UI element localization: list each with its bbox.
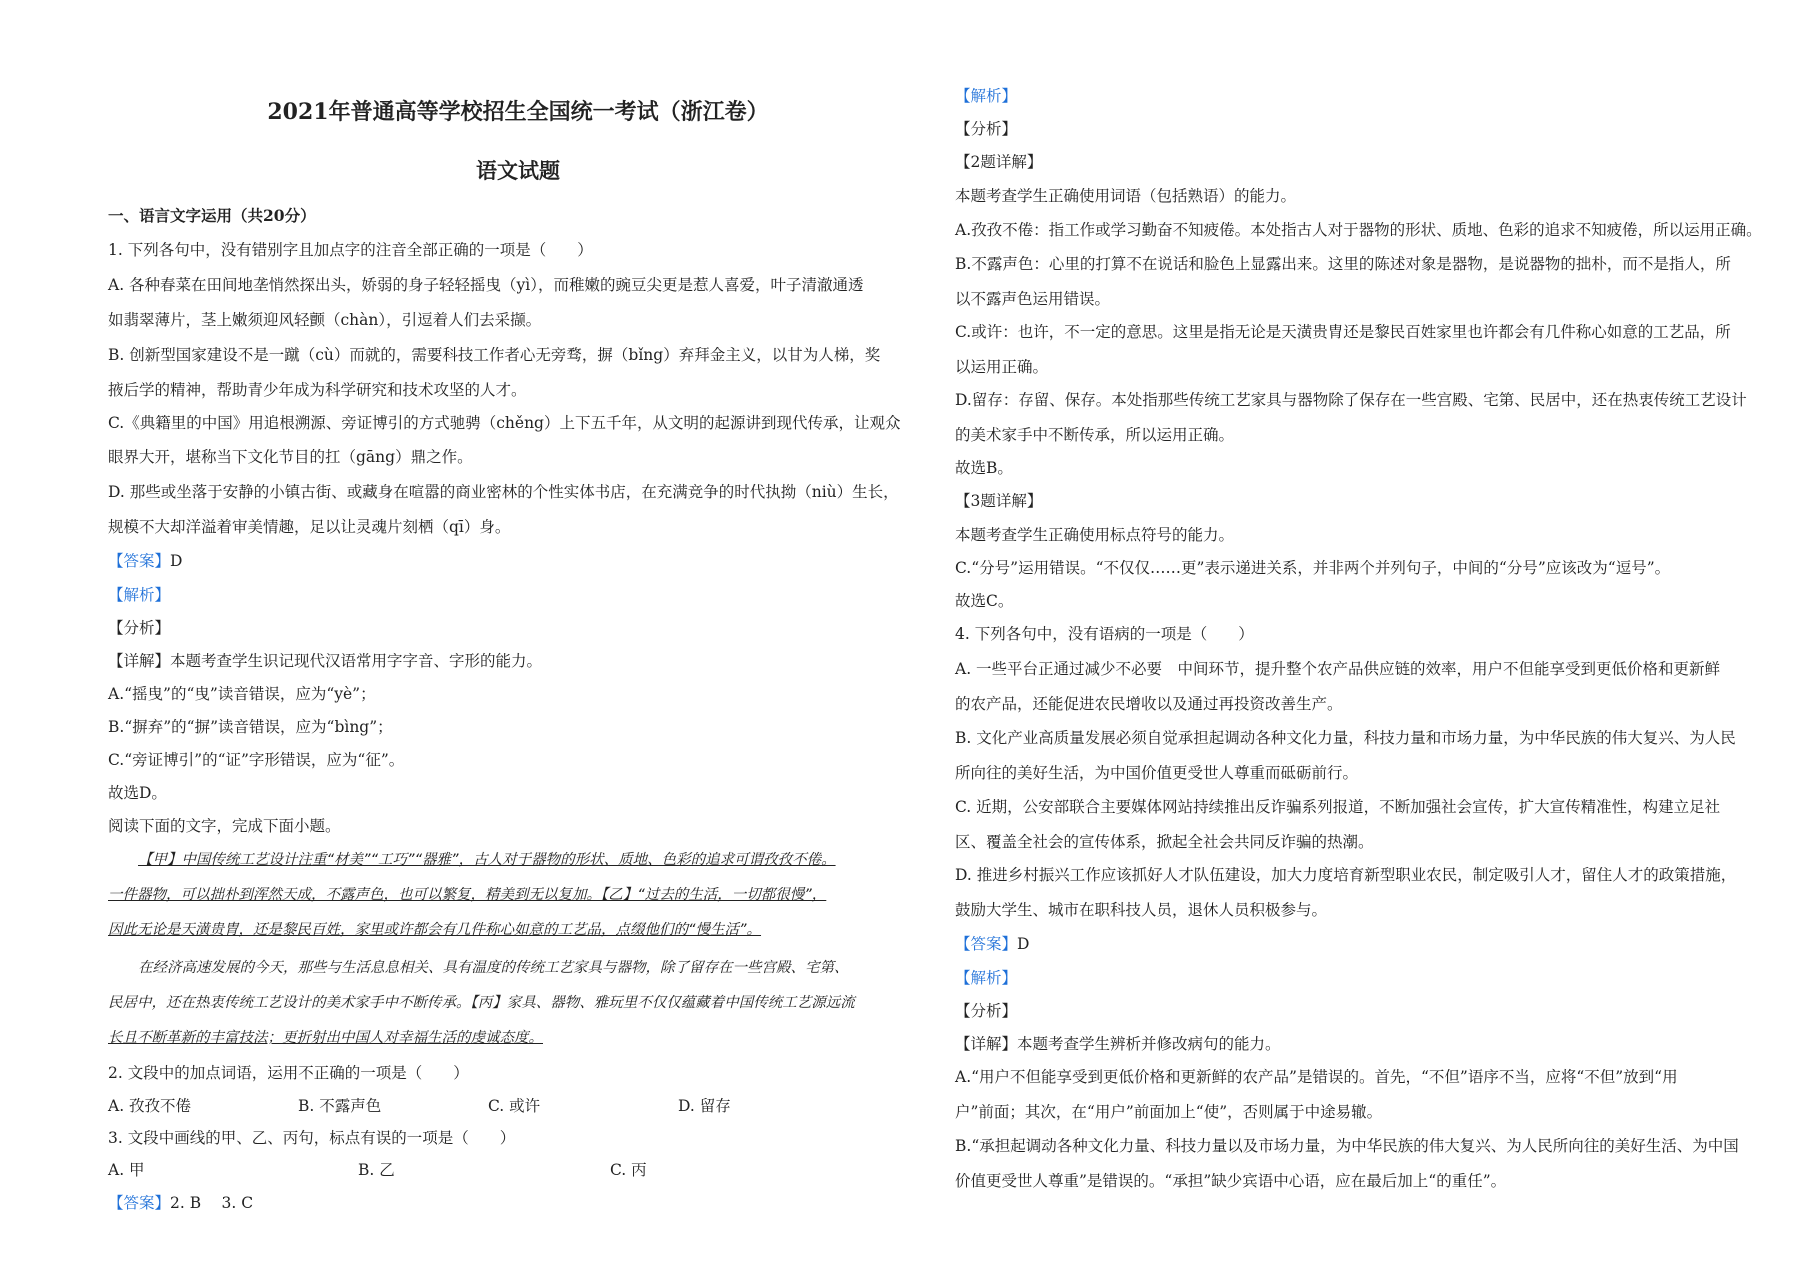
q1-option-a-line2: 如翡翠薄片，茎上嫩须迎风轻颤（chàn），引逗着人们去采撷。	[108, 311, 542, 329]
passage-2-line1: 在经济高速发展的今天，那些与生活息息相关、具有温度的传统工艺家具与器物，除了留存在一些宫殿、宅第、	[138, 960, 849, 976]
q1-option-d-line1: D. 那些或坐落于安静的小镇古街、或藏身在喧嚣的商业密林的个性实体书店，在充满竞争的时代执拗（niù）生长，	[108, 483, 899, 501]
q2-option-d: D. 留存	[678, 1097, 731, 1115]
q1-option-c-line1: C.《典籍里的中国》用追根溯源、旁证博引的方式驰骋（chěng）上下五千年，从文明的起源讲到现代传承，让观众	[108, 414, 901, 432]
answer-tag: 【答案】	[108, 1194, 171, 1212]
q4-explain-a-line2: 户”前面；其次，在“用户”前面加上“使”，否则属于中途易辙。	[955, 1103, 1383, 1121]
question-4: 4. 下列各句中，没有语病的一项是（ ）	[955, 625, 1254, 643]
q2-detail-a: A.孜孜不倦：指工作或学习勤奋不知疲倦。本处指古人对于器物的形状、质地、色彩的追求不知疲倦，所以运用正确。	[955, 221, 1762, 239]
explain-conclusion: 故选D。	[108, 784, 167, 802]
q2-detail-heading: 【2题详解】	[955, 153, 1043, 171]
q4-option-c-line2: 区、覆盖全社会的宣传体系，掀起全社会共同反诈骗的热潮。	[955, 833, 1374, 851]
q4-option-d-line2: 鼓励大学生、城市在职科技人员，退休人员积极参与。	[955, 901, 1328, 919]
jiexi-tag: 【解析】	[108, 586, 171, 604]
q2-conclusion: 故选B。	[955, 459, 1013, 477]
section-heading: 一、语言文字运用（共20分）	[108, 206, 316, 225]
q1-option-a-line1: A. 各种春菜在田间地垄悄然探出头，娇弱的身子轻轻摇曳（yì），而稚嫩的豌豆尖更是惹人喜爱，叶子清澈通透	[108, 276, 864, 294]
fenxi-tag: 【分析】	[108, 619, 171, 637]
explain-b: B.“摒弃”的“摒”读音错误，应为“bìng”；	[108, 718, 393, 736]
question-1: 1. 下列各句中，没有错别字且加点字的注音全部正确的一项是（ ）	[108, 241, 593, 259]
passage-2-line3: 长且不断革新的丰富技法；更折射出中国人对幸福生活的虔诚态度。	[108, 1030, 543, 1046]
q4-explain-a-line1: A.“用户不但能享受到更低价格和更新鲜的农产品”是错误的。首先，“不但”语序不当，应将“不但”放到“用	[955, 1068, 1678, 1086]
q4-explain-b-line1: B.“承担起调动各种文化力量、科技力量以及市场力量，为中华民族的伟大复兴、为人民所向往的美好生活、为中国	[955, 1137, 1739, 1155]
q2-option-a: A. 孜孜不倦	[108, 1097, 192, 1115]
xiangjie-line: 【详解】本题考查学生识记现代汉语常用字字音、字形的能力。	[108, 652, 543, 670]
explain-a: A.“摇曳”的“曳”读音错误，应为“yè”；	[108, 685, 376, 703]
answer-tag: 【答案】	[955, 935, 1018, 953]
answer-1	[108, 551, 182, 571]
q2-option-b: B. 不露声色	[298, 1097, 382, 1115]
q2-detail-c-line2: 以运用正确。	[955, 358, 1049, 376]
fenxi-tag: 【分析】	[955, 1002, 1018, 1020]
question-2: 2. 文段中的加点词语，运用不正确的一项是（ ）	[108, 1064, 469, 1082]
q1-option-b-line1: B. 创新型国家建设不是一蹴（cù）而就的，需要科技工作者心无旁骛，摒（bǐng）弃拜金主义，以甘为人梯，奖	[108, 346, 881, 364]
passage-1-line3: 因此无论是天潢贵胄，还是黎民百姓，家里或许都会有几件称心如意的工艺品，点缀他们的“慢生活”。	[108, 922, 762, 938]
q2-option-c: C. 或许	[488, 1097, 541, 1115]
q4-option-a-line2: 的农产品，还能促进农民增收以及通过再投资改善生产。	[955, 695, 1343, 713]
jiexi-tag: 【解析】	[955, 87, 1018, 105]
q3-option-c: C. 丙	[610, 1161, 647, 1179]
q1-option-b-line2: 掖后学的精神，帮助青少年成为科学研究和技术攻坚的人才。	[108, 381, 527, 399]
answer-value: 2. B 3. C	[170, 1194, 254, 1212]
q2-options	[108, 1096, 828, 1116]
q2-detail-d-line2: 的美术家手中不断传承，所以运用正确。	[955, 426, 1235, 444]
q3-detail-intro: 本题考查学生正确使用标点符号的能力。	[955, 526, 1235, 544]
q3-detail-c: C.“分号”运用错误。“不仅仅……更”表示递进关系，并非两个并列句子，中间的“分号”应该改为“逗号”。	[955, 559, 1671, 577]
q3-options	[108, 1160, 647, 1180]
q1-option-d-line2: 规模不大却洋溢着审美情趣，足以让灵魂片刻栖（qī）身。	[108, 518, 511, 536]
q3-detail-heading: 【3题详解】	[955, 492, 1043, 510]
q4-option-a-line1: A. 一些平台正通过减少不必要 中间环节，提升整个农产品供应链的效率，用户不但能享受到更低价格和更新鲜	[955, 660, 1721, 678]
document-subtitle: 语文试题	[476, 158, 560, 183]
xiangjie-line: 【详解】本题考查学生辨析并修改病句的能力。	[955, 1035, 1281, 1053]
answer-4	[955, 934, 1029, 954]
passage-1-line2: 一件器物，可以拙朴到浑然天成，不露声色，也可以繁复，精美到无以复加。【乙】“过去的生活，一切都很慢”，	[108, 887, 827, 903]
answer-value: D	[1017, 935, 1030, 953]
q4-option-d-line1: D. 推进乡村振兴工作应该抓好人才队伍建设，加大力度培育新型职业农民，制定吸引人才，留住人才的政策措施，	[955, 866, 1737, 884]
reading-instruction: 阅读下面的文字，完成下面小题。	[108, 817, 341, 835]
answer-2-3	[108, 1193, 253, 1213]
q4-option-b-line1: B. 文化产业高质量发展必须自觉承担起调动各种文化力量，科技力量和市场力量，为中华民族的伟大复兴、为人民	[955, 729, 1736, 747]
answer-tag: 【答案】	[108, 552, 171, 570]
q1-option-c-line2: 眼界大开，堪称当下文化节目的扛（gāng）鼎之作。	[108, 448, 473, 466]
question-3: 3. 文段中画线的甲、乙、丙句，标点有误的一项是（ ）	[108, 1129, 516, 1147]
passage-2-line2: 民居中，还在热衷传统工艺设计的美术家手中不断传承。【丙】家具、器物、雅玩里不仅仅蕴藏着中国传统工艺源远流	[108, 995, 855, 1011]
q2-detail-b-line2: 以不露声色运用错误。	[955, 290, 1111, 308]
document-title: 2021年普通高等学校招生全国统一考试（浙江卷）	[267, 99, 769, 125]
explain-c: C.“旁证博引”的“证”字形错误，应为“征”。	[108, 751, 405, 769]
passage-1-line1: 【甲】中国传统工艺设计注重“材美”“工巧”“器雅”，古人对于器物的形状、质地、色彩的追求可谓孜孜不倦。	[138, 852, 836, 868]
fenxi-tag: 【分析】	[955, 120, 1018, 138]
q3-option-b: B. 乙	[358, 1161, 395, 1179]
q2-detail-intro: 本题考查学生正确使用词语（包括熟语）的能力。	[955, 187, 1297, 205]
answer-value: D	[170, 552, 183, 570]
q2-detail-c-line1: C.或许：也许，不一定的意思。这里是指无论是天潢贵胄还是黎民百姓家里也许都会有几件称心如意的工艺品，所	[955, 323, 1731, 341]
q4-explain-b-line2: 价值更受世人尊重”是错误的。“承担”缺少宾语中心语，应在最后加上“的重任”。	[955, 1172, 1507, 1190]
q3-conclusion: 故选C。	[955, 592, 1014, 610]
q4-option-b-line2: 所向往的美好生活，为中国价值更受世人尊重而砥砺前行。	[955, 764, 1359, 782]
q2-detail-d-line1: D.留存：存留、保存。本处指那些传统工艺家具与器物除了保存在一些宫殿、宅第、民居中，还在热衷传统工艺设计	[955, 391, 1747, 409]
jiexi-tag: 【解析】	[955, 969, 1018, 987]
q3-option-a: A. 甲	[108, 1161, 145, 1179]
q4-option-c-line1: C. 近期，公安部联合主要媒体网站持续推出反诈骗系列报道，不断加强社会宣传，扩大宣传精准性，构建立足社	[955, 798, 1721, 816]
q2-detail-b-line1: B.不露声色：心里的打算不在说话和脸色上显露出来。这里的陈述对象是器物，是说器物的拙朴，而不是指人，所	[955, 255, 1731, 273]
